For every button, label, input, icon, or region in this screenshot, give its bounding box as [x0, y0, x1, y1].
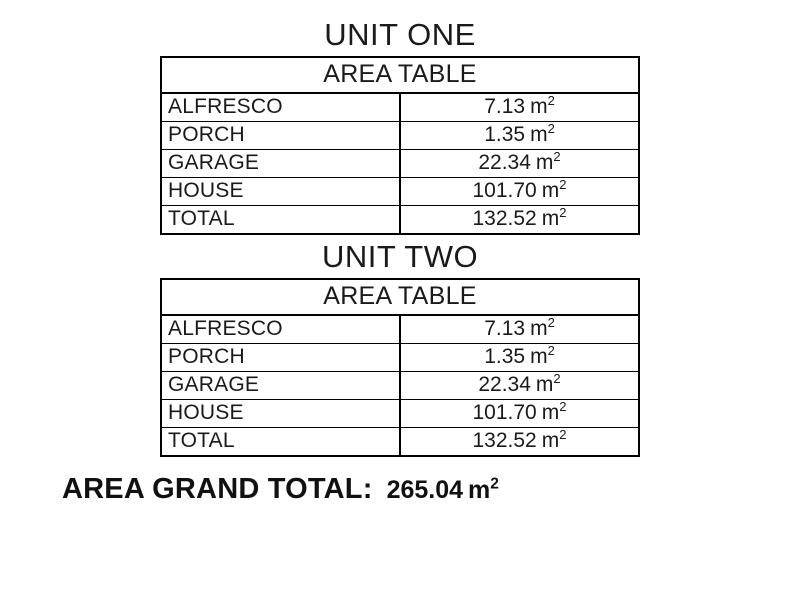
row-value — [400, 206, 639, 235]
table-row — [161, 400, 639, 428]
row-label: PORCH — [161, 344, 400, 372]
row-value-unit: $m^2$ — [541, 427, 567, 453]
row-value — [400, 122, 639, 150]
row-value — [400, 150, 639, 178]
row-value — [400, 315, 639, 344]
row-value — [400, 178, 639, 206]
row-value-number: 22.34 — [478, 373, 531, 397]
unit-one-title: UNIT ONE — [324, 17, 476, 52]
grand-total-unit: $m^2$ — [468, 475, 499, 505]
table-header-row — [161, 57, 639, 93]
row-value-number: 1.35 — [484, 345, 526, 369]
table-row — [161, 428, 639, 457]
row-value — [400, 372, 639, 400]
row-label: ALFRESCO — [161, 93, 400, 122]
row-label: GARAGE — [161, 372, 400, 400]
unit-one-table-wrapper — [160, 56, 640, 235]
row-value-number: 7.13 — [484, 317, 526, 341]
row-value — [400, 344, 639, 372]
row-label: TOTAL — [161, 206, 400, 235]
row-value-unit: $m^2$ — [541, 177, 567, 203]
row-label: HOUSE — [161, 400, 400, 428]
table-row — [161, 315, 639, 344]
unit-two-table-header: AREA TABLE — [161, 279, 639, 315]
table-header-row — [161, 279, 639, 315]
table-row — [161, 178, 639, 206]
row-label: TOTAL — [161, 428, 400, 457]
row-value-unit: $m^2$ — [541, 399, 567, 425]
grand-total-value — [387, 476, 499, 505]
unit-one-area-table — [160, 56, 640, 235]
table-row — [161, 372, 639, 400]
row-value-number: 7.13 — [484, 95, 526, 119]
row-value-unit: $m^2$ — [535, 371, 561, 397]
grand-total-number: 265.04 — [386, 476, 464, 505]
unit-two-title: UNIT TWO — [321, 239, 479, 275]
area-grand-total — [0, 473, 800, 506]
row-label: ALFRESCO — [161, 315, 400, 344]
grand-total-label: AREA GRAND TOTAL: — [62, 473, 373, 506]
row-value-number: 1.35 — [484, 123, 526, 147]
row-value — [400, 428, 639, 457]
unit-two-area-table — [160, 278, 640, 457]
row-value-unit: $m^2$ — [530, 121, 555, 147]
row-value-unit: $m^2$ — [535, 149, 561, 175]
row-value-unit: $m^2$ — [530, 343, 555, 369]
row-label: HOUSE — [161, 178, 400, 206]
row-value-number: 101.70 — [472, 179, 537, 203]
row-value-number: 132.52 — [472, 429, 537, 453]
row-value-unit: $m^2$ — [541, 205, 567, 231]
unit-one-table-header: AREA TABLE — [161, 57, 639, 93]
table-row — [161, 122, 639, 150]
row-label: PORCH — [161, 122, 400, 150]
table-row — [161, 150, 639, 178]
table-row — [161, 206, 639, 235]
row-value-unit: $m^2$ — [530, 93, 555, 119]
row-value-number: 101.70 — [472, 401, 537, 425]
row-value — [400, 400, 639, 428]
unit-two-table-wrapper — [160, 278, 640, 457]
row-value — [400, 93, 639, 122]
row-value-number: 132.52 — [472, 207, 537, 231]
row-value-unit: $m^2$ — [530, 315, 555, 341]
row-value-number: 22.34 — [478, 151, 531, 175]
row-label: GARAGE — [161, 150, 400, 178]
table-row — [161, 93, 639, 122]
table-row — [161, 344, 639, 372]
